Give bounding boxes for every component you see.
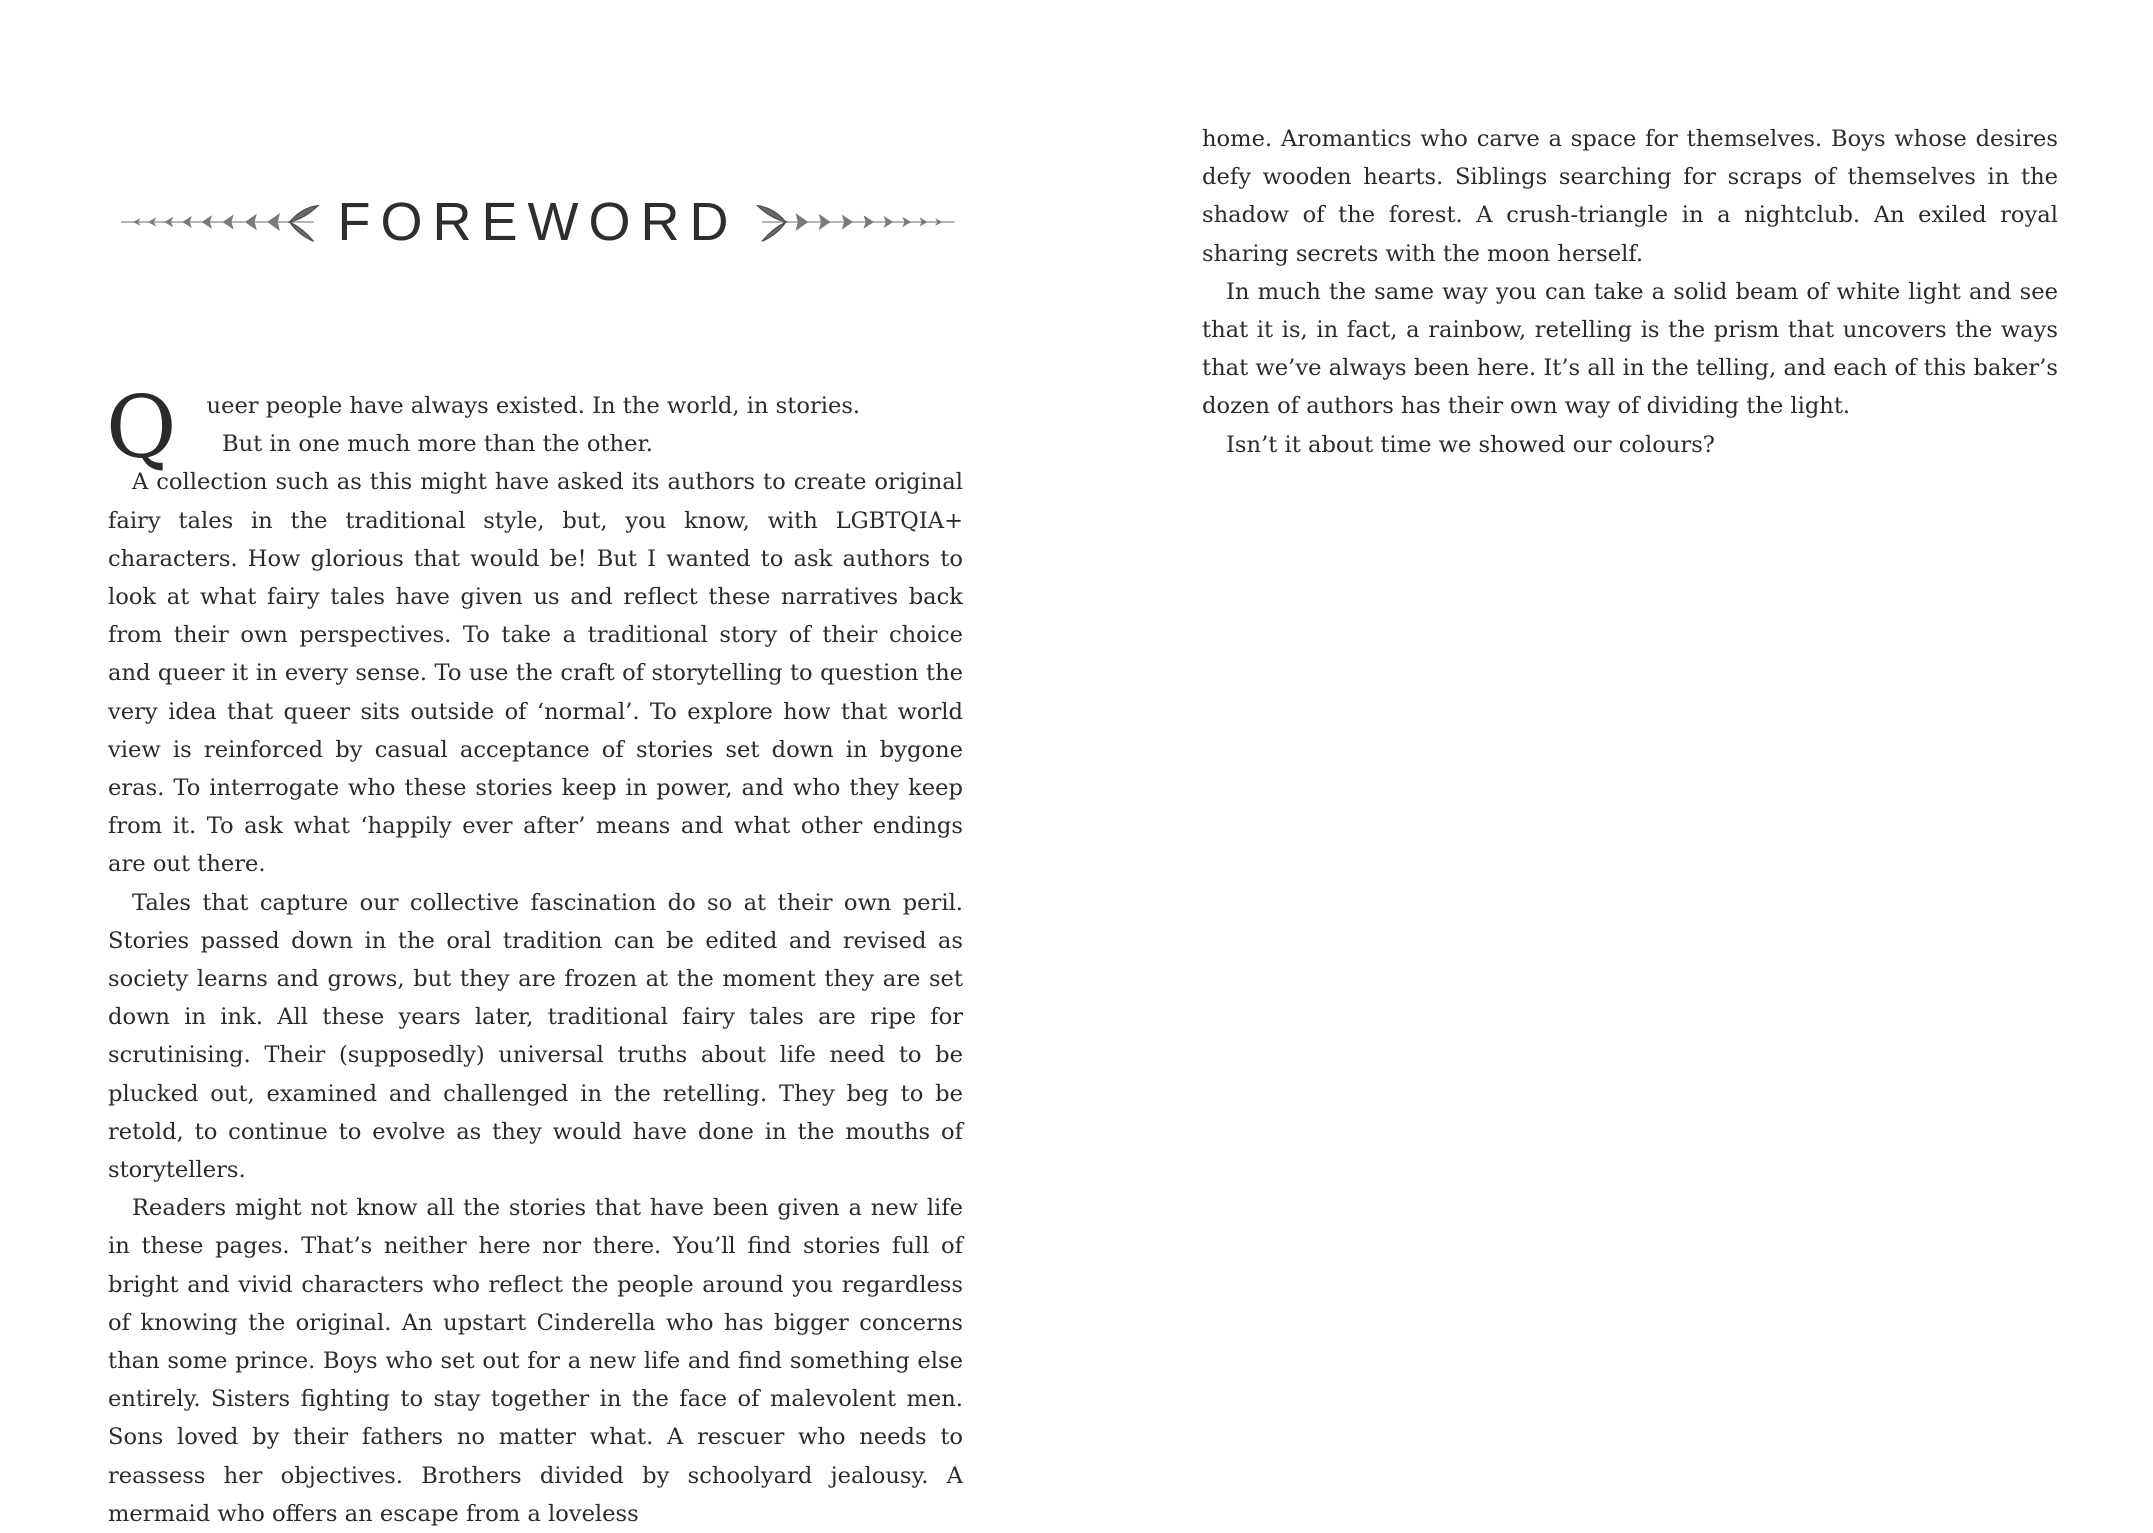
chapter-title: FOREWORD xyxy=(337,192,739,252)
paragraph: A collection such as this might have asked its authors to create original fairy tales in the traditional style, but, you know, with LGBTQIA+ characters. How glorious that would be! But I wanted to ask authors to look at what fairy tales have given us and reflect these narratives back from their own perspectives. To take a traditional story of their choice and queer it in every sense. To use the craft of storytelling to question the very idea that queer sits outside of ‘normal’. To explore how that world view is reinforced by casual acceptance of stories set down in bygone eras. To interrogate who these stories keep in power, and who they keep from it. To ask what ‘happily ever after’ means and what other endings are out there. xyxy=(108,469,963,878)
left-page-body xyxy=(106,378,963,1533)
opening-second-line: But in one much more than the other. xyxy=(222,431,653,458)
continued-paragraph: home. Aromantics who carve a space for themselves. Boys whose desires defy wooden hearts. Siblings searching for scraps of themselves in the shadow of the forest. A crush-triangle in a nightclub. An exiled royal sharing secrets with the moon herself. xyxy=(1202,126,2058,267)
opening-block xyxy=(106,378,963,478)
laurel-branch-icon xyxy=(756,194,958,250)
right-page-body xyxy=(1202,120,2058,464)
paragraph: Readers might not know all the stories that have been given a new life in these pages. That’s neither here nor there. You’ll find stories full of bright and vivid characters who reflect the people around you regardless of knowing the original. An upstart Cinderella who has bigger concerns than some prince. Boys who set out for a new life and find something else entirely. Sisters fighting to stay together in the face of malevolent men. Sons loved by their fathers no matter what. A rescuer who needs to reassess her objectives. Brothers divided by schoolyard jealousy. A mermaid who offers an escape from a loveless xyxy=(108,1195,963,1527)
opening-line: ueer people have always existed. In the world, in stories. xyxy=(206,393,861,419)
closing-paragraph: Isn’t it about time we showed our colours? xyxy=(1226,431,1715,458)
chapter-heading xyxy=(118,182,958,262)
paragraph: Tales that capture our collective fascination do so at their own peril. Stories passed down in the oral tradition can be edited and revised as society learns and grows, but they are frozen at the moment they are set down in ink. All these years later, traditional fairy tales are ripe for scrutinising. Their (supposedly) universal truths about life need to be plucked out, examined and challenged in the retelling. They beg to be retold, to continue to evolve as they would have done in the mouths of storytellers. xyxy=(108,889,963,1184)
paragraph: In much the same way you can take a solid beam of white light and see that it is, in fact, a rainbow, retelling is the prism that uncovers the ways that we’ve always been here. It’s all in the telling, and each of this baker’s dozen of authors has their own way of dividing the light. xyxy=(1202,278,2058,420)
left-page xyxy=(0,0,1076,1527)
laurel-branch-icon xyxy=(118,194,320,250)
drop-cap: Q xyxy=(106,378,177,478)
